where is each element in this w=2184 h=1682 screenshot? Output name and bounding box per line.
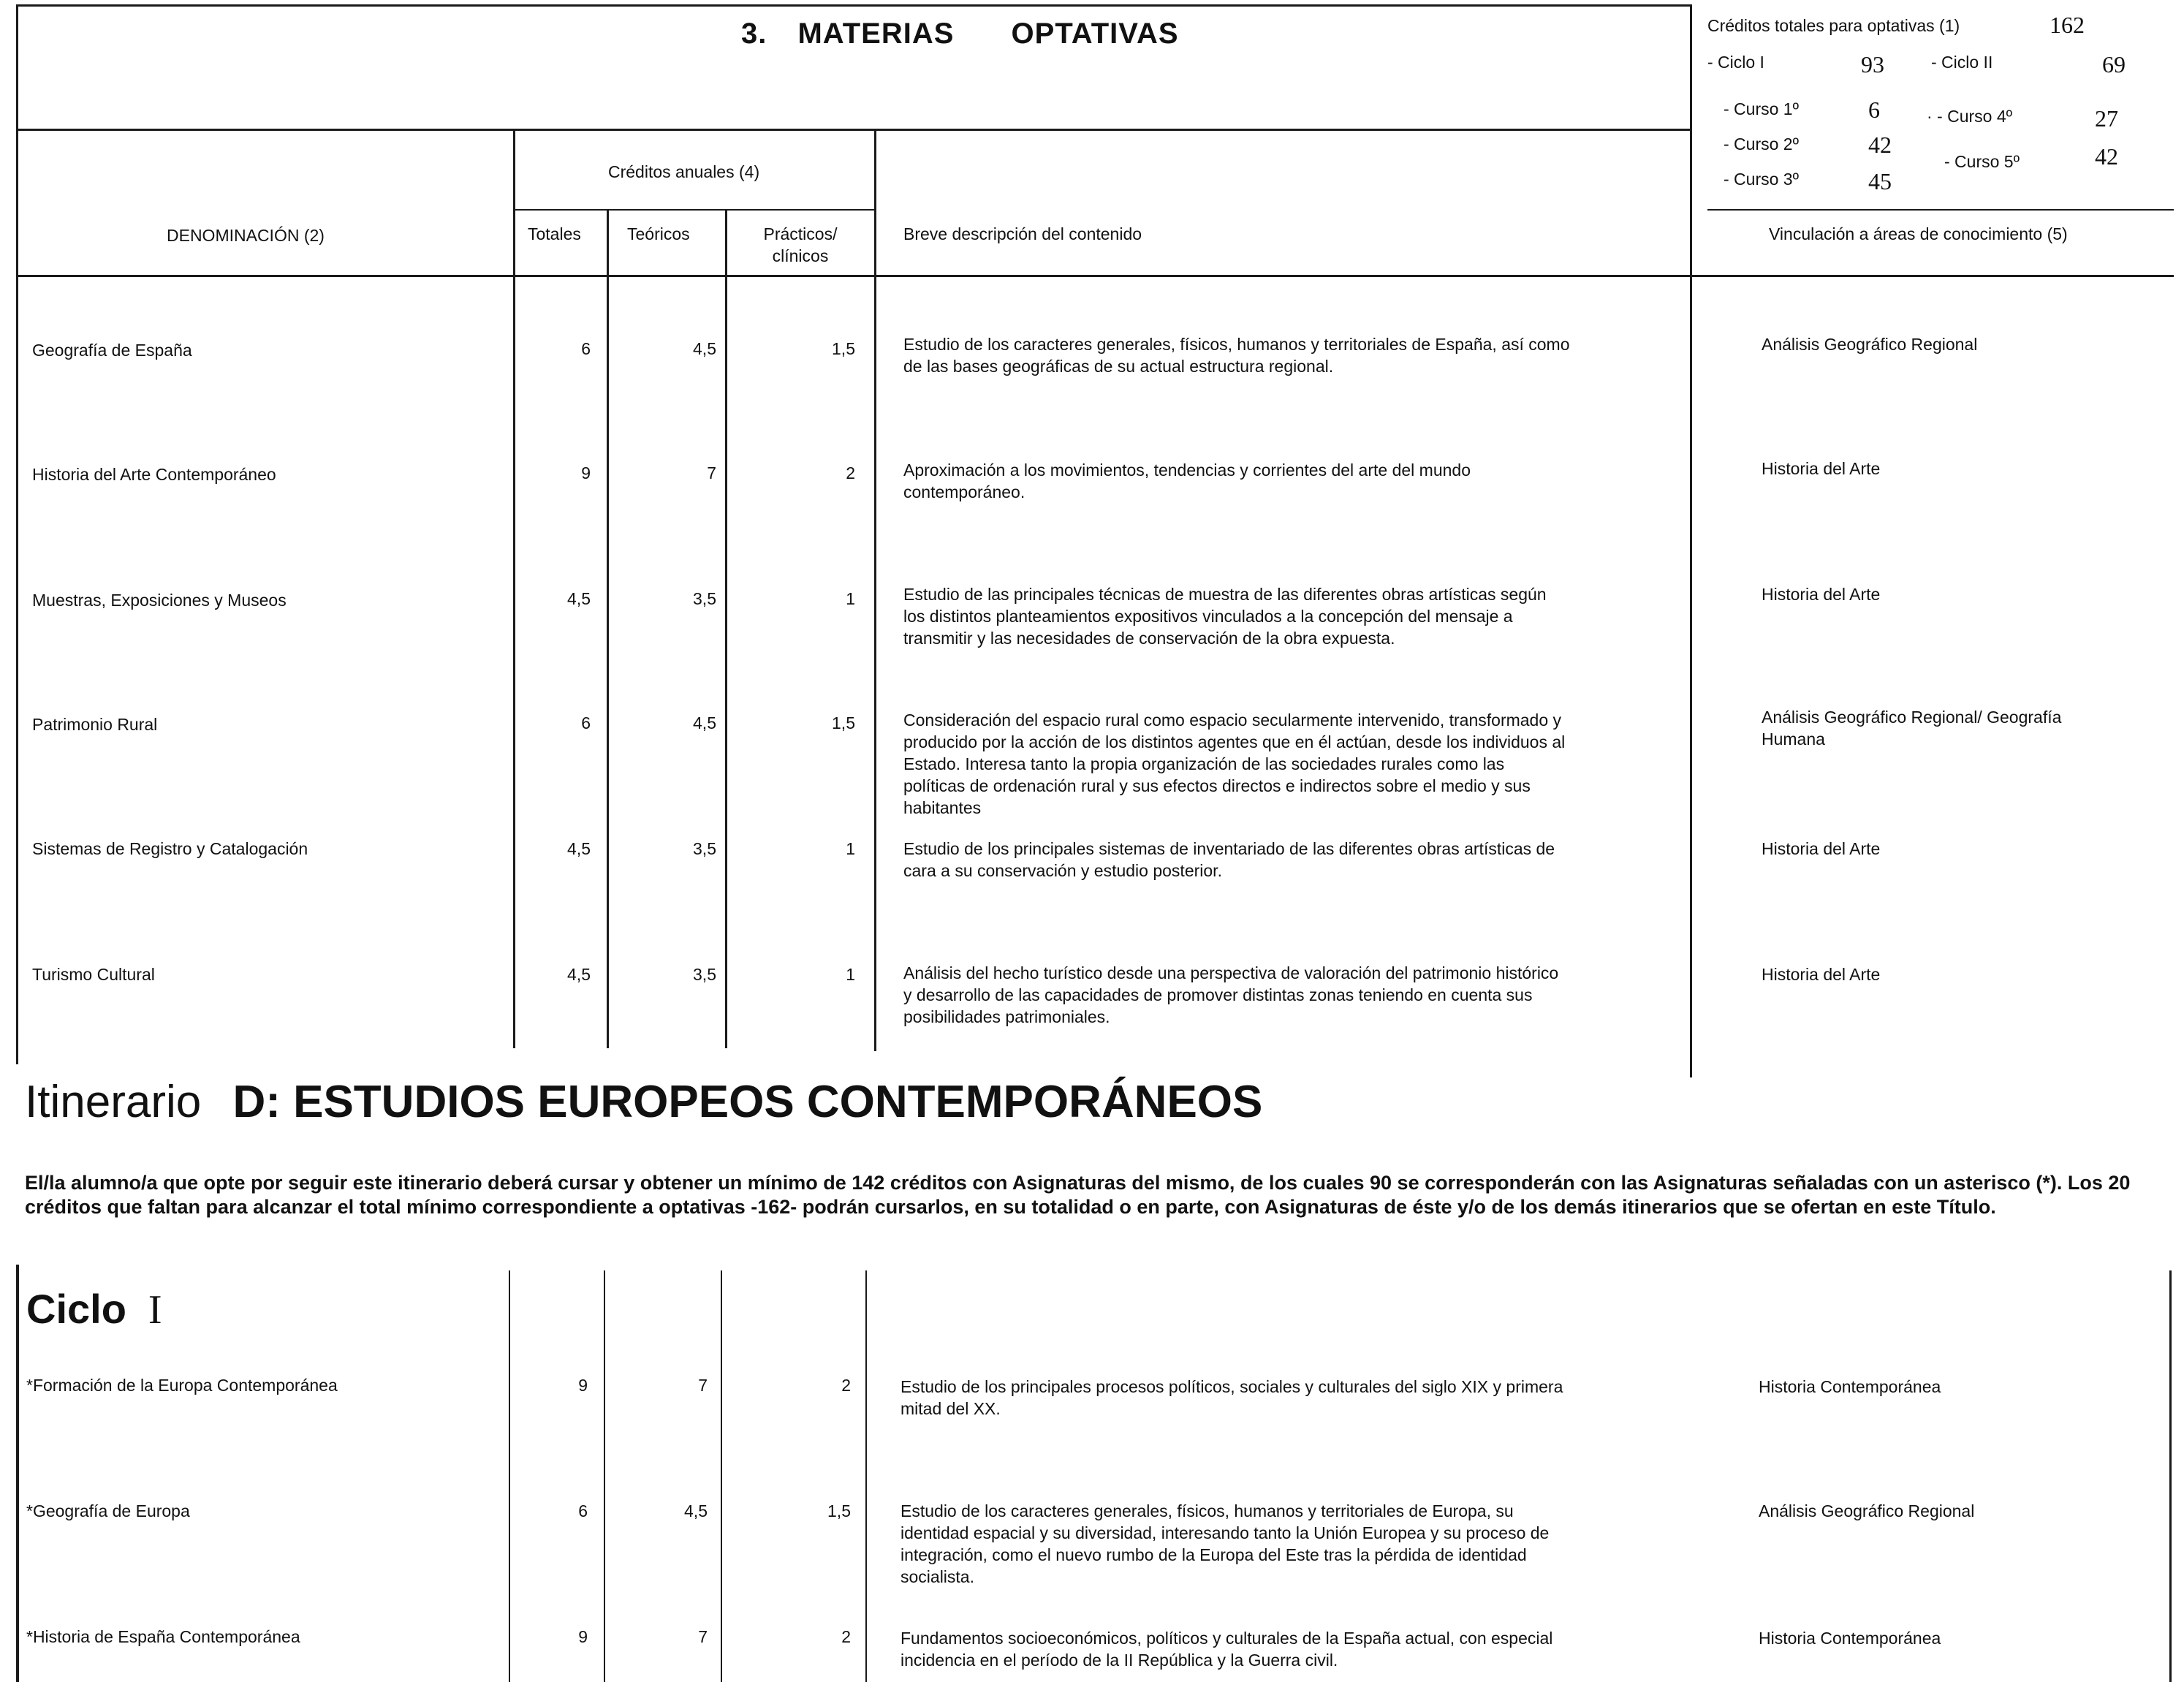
row-totales: 6 (581, 713, 591, 732)
title-optativas: OPTATIVAS (1011, 18, 1179, 50)
row-name: Geografía de España (32, 341, 192, 360)
ciclo-1-label: - Ciclo I (1707, 53, 1764, 72)
curso-3-label: - Curso 3º (1724, 170, 1799, 189)
desc-line: incidencia en el período de la II República y la Guerra civil. (900, 1651, 1338, 1670)
desc-line: Aproximación a los movimientos, tendencias y corrientes del arte del mundo (903, 461, 1471, 480)
row-description (900, 1627, 1653, 1671)
row-name: Patrimonio Rural (32, 715, 158, 734)
col-line-3 (725, 211, 727, 1048)
desc-line: transmitir y las necesidades de conservación de la obra expuesta. (903, 629, 1395, 648)
desc-line: y desarrollo de las capacidades de promover distintas zonas teniendo en cuenta sus (903, 985, 1533, 1004)
row-area (1762, 333, 1977, 355)
row-teoricos: 7 (698, 1627, 708, 1646)
desc-line: posibilidades patrimoniales. (903, 1007, 1110, 1026)
row-practicos: 1,5 (832, 713, 855, 732)
ciclo-label: Ciclo (26, 1286, 126, 1332)
credits-total-label: Créditos totales para optativas (1) (1707, 16, 1960, 35)
col-header-practicos (731, 223, 870, 267)
row-description (900, 1376, 1653, 1420)
row-practicos: 1 (846, 839, 855, 858)
col-header-vinculacion: Vinculación a áreas de conocimiento (5) (1769, 224, 2068, 243)
row-name: Historia del Arte Contemporáneo (32, 465, 276, 484)
desc-line: de las bases geográficas de su actual estructura regional. (903, 357, 1334, 376)
row-name: *Formación de la Europa Contemporánea (26, 1376, 338, 1395)
row-teoricos: 3,5 (693, 965, 716, 984)
row-description (900, 1500, 1653, 1588)
row-teoricos: 4,5 (693, 713, 716, 732)
right-border-bottom (2169, 1270, 2172, 1682)
col-header-teoricos: Teóricos (627, 224, 690, 243)
row-teoricos: 4,5 (693, 339, 716, 358)
col2-line-4 (865, 1270, 867, 1682)
curso-1-label: - Curso 1º (1724, 99, 1799, 118)
ciclo-1-value: 93 (1861, 51, 1884, 77)
row-name: Turismo Cultural (32, 965, 155, 984)
credit-subheader-line (513, 209, 876, 211)
curso-2-value: 42 (1868, 132, 1892, 158)
desc-line: Estado. Interesa tanto la propia organización de las sociedades rurales como las (903, 754, 1505, 773)
row-area (1762, 706, 2061, 750)
col-line-1 (513, 129, 515, 1048)
row-area (1759, 1500, 1974, 1522)
row-totales: 4,5 (567, 839, 591, 858)
desc-line: mitad del XX. (900, 1399, 1001, 1418)
row-area (1762, 583, 1880, 605)
desc-line: Estudio de los principales procesos políticos, sociales y culturales del siglo XIX y primera (900, 1377, 1563, 1396)
row-description (903, 459, 1656, 503)
row-totales: 9 (578, 1376, 588, 1395)
curso-5-value: 42 (2095, 143, 2118, 170)
row-description (903, 583, 1656, 649)
desc-line: los distintos planteamientos expositivos vinculados a la concepción del mensaje a (903, 607, 1513, 626)
row-practicos: 1 (846, 965, 855, 984)
credits-total-value: 162 (2050, 12, 2085, 38)
row-area (1762, 458, 1880, 480)
row-practicos: 2 (841, 1376, 851, 1395)
itinerario-title: D: ESTUDIOS EUROPEOS CONTEMPORÁNEOS (232, 1077, 1263, 1127)
curso-1-value: 6 (1868, 96, 1880, 123)
desc-line: Análisis del hecho turístico desde una perspectiva de valoración del patrimonio histórico (903, 963, 1559, 982)
area-line: Historia del Arte (1762, 965, 1881, 984)
curso-3-value: 45 (1868, 168, 1892, 194)
credits-box-bottom (1707, 209, 2174, 211)
title-number: 3. (741, 18, 767, 50)
area-line: Historia Contemporánea (1759, 1377, 1941, 1396)
left-border-bottom (16, 1265, 19, 1682)
title-materias: MATERIAS (797, 18, 955, 50)
row-totales: 4,5 (567, 589, 591, 608)
row-teoricos: 4,5 (684, 1501, 708, 1520)
row-totales: 4,5 (567, 965, 591, 984)
desc-line: producido por la acción de los distintos agentes que en él actúan, desde los individuos al (903, 732, 1566, 751)
row-totales: 6 (581, 339, 591, 358)
area-line: Análisis Geográfico Regional (1759, 1501, 1975, 1520)
row-teoricos: 7 (707, 463, 716, 482)
row-practicos: 2 (846, 463, 855, 482)
desc-line: políticas de ordenación rural y sus efectos directos e indirectos sobre el medio y sus (903, 776, 1531, 795)
area-line: Análisis Geográfico Regional (1762, 335, 1978, 354)
col-header-creditos-anuales: Créditos anuales (4) (608, 162, 760, 181)
area-line: Historia del Arte (1762, 585, 1881, 604)
left-border-top (16, 4, 18, 1064)
col-header-practicos-line2: clínicos (772, 246, 829, 265)
area-line: Humana (1762, 730, 1825, 749)
row-practicos: 2 (841, 1627, 851, 1646)
row-practicos: 1,5 (827, 1501, 851, 1520)
row-totales: 9 (578, 1627, 588, 1646)
column-header-bottom (18, 275, 2174, 277)
area-line: Historia Contemporánea (1759, 1629, 1941, 1648)
row-teoricos: 3,5 (693, 589, 716, 608)
section-title (741, 18, 1179, 50)
ciclo-number: I (148, 1287, 162, 1333)
right-border-header (1690, 4, 1692, 1077)
row-name: *Geografía de Europa (26, 1501, 190, 1520)
col2-line-1 (509, 1270, 510, 1682)
itinerario-heading (25, 1076, 1262, 1128)
col-header-descripcion: Breve descripción del contenido (903, 224, 1142, 243)
desc-line: Estudio de los principales sistemas de inventariado de las diferentes obras artísticas de (903, 839, 1555, 858)
area-line: Historia del Arte (1762, 459, 1881, 478)
area-line: Historia del Arte (1762, 839, 1881, 858)
row-name: *Historia de España Contemporánea (26, 1627, 300, 1646)
desc-line: identidad espacial y su diversidad, interesando tanto la Unión Europea y su proceso de (900, 1523, 1550, 1542)
row-area (1762, 963, 1880, 985)
row-area (1762, 838, 1880, 860)
top-border (18, 4, 1691, 7)
col-header-totales: Totales (528, 224, 581, 243)
col-header-practicos-line1: Prácticos/ (763, 224, 838, 243)
desc-line: Estudio de los caracteres generales, físicos, humanos y territoriales de España, así como (903, 335, 1570, 354)
itinerario-prefix: Itinerario (25, 1077, 202, 1127)
row-name: Muestras, Exposiciones y Museos (32, 591, 287, 610)
desc-line: Fundamentos socioeconómicos, políticos y culturales de la España actual, con especial (900, 1629, 1553, 1648)
row-area (1759, 1627, 1941, 1649)
col-line-4 (874, 129, 876, 1051)
row-teoricos: 3,5 (693, 839, 716, 858)
desc-line: socialista. (900, 1567, 974, 1586)
curso-2-label: - Curso 2º (1724, 135, 1799, 154)
header-divider (18, 129, 1691, 131)
curso-4-value: 27 (2095, 105, 2118, 132)
row-totales: 6 (578, 1501, 588, 1520)
desc-line: integración, como el nuevo rumbo de la Europa del Este tras la pérdida de identidad (900, 1545, 1527, 1564)
row-teoricos: 7 (698, 1376, 708, 1395)
desc-line: habitantes (903, 798, 982, 817)
ciclo-2-label: - Ciclo II (1931, 53, 1993, 72)
row-description (903, 333, 1656, 377)
row-totales: 9 (581, 463, 591, 482)
col-header-denominacion: DENOMINACIÓN (2) (167, 226, 325, 245)
row-area (1759, 1376, 1941, 1398)
desc-line: Estudio de las principales técnicas de muestra de las diferentes obras artísticas según (903, 585, 1547, 604)
col2-line-2 (604, 1270, 605, 1682)
row-name: Sistemas de Registro y Catalogación (32, 839, 308, 858)
row-description (903, 962, 1656, 1028)
area-line: Análisis Geográfico Regional/ Geografía (1762, 708, 2062, 727)
desc-line: contemporáneo. (903, 482, 1025, 501)
row-description (903, 709, 1656, 817)
row-practicos: 1 (846, 589, 855, 608)
col-line-2 (607, 211, 609, 1048)
itinerario-note: El/la alumno/a que opte por seguir este itinerario deberá cursar y obtener un mínimo de 142 créditos con Asignaturas del mismo, de los cuales 90 se corresponderán con las Asignaturas señaladas con un asterisco (*). Los 20 créditos que faltan para alcanzar el total mínimo correspondiente a optativas -162- podrán cursarlos, en su totalidad o en parte, con Asignaturas de éste y/o de los demás itinerarios que se ofertan en este Título. (25, 1172, 2131, 1218)
col2-line-3 (721, 1270, 722, 1682)
desc-line: Estudio de los caracteres generales, físicos, humanos y territoriales de Europa, su (900, 1501, 1514, 1520)
desc-line: Consideración del espacio rural como espacio secularmente intervenido, transformado y (903, 711, 1562, 730)
row-description (903, 838, 1656, 882)
curso-5-label: - Curso 5º (1944, 152, 2020, 171)
ciclo-2-value: 69 (2102, 51, 2126, 77)
desc-line: cara a su conservación y estudio posterior. (903, 861, 1222, 880)
ciclo-heading (26, 1285, 162, 1333)
curso-4-label: · - Curso 4º (1927, 107, 2013, 126)
row-practicos: 1,5 (832, 339, 855, 358)
